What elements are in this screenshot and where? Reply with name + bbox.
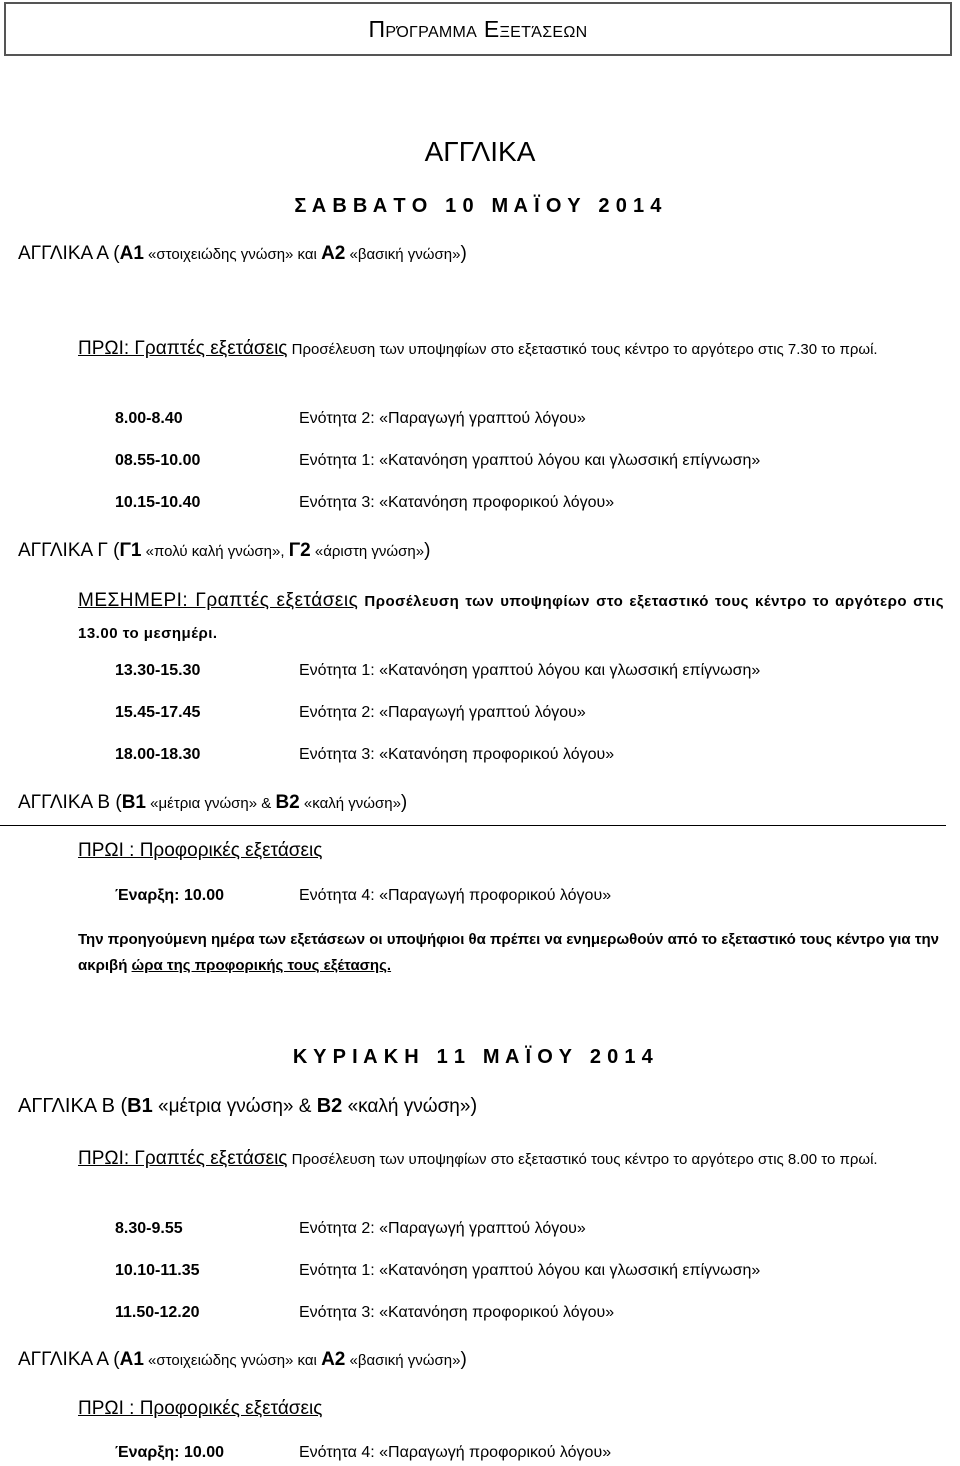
level-heading-b-sunday: ΑΓΓΛΙΚΑ Β (Β1 «μέτρια γνώση» & Β2 «καλή γνώση») (18, 1095, 478, 1117)
schedule-row: 8.00-8.40 Ενότητα 2: «Παραγωγή γραπτού λόγου» (115, 410, 586, 427)
schedule-row: Έναρξη: 10.00 Ενότητα 4: «Παραγωγή προφορικού λόγου» (115, 1444, 612, 1461)
level-heading-a-saturday: ΑΓΓΛΙΚΑ Α (Α1 «στοιχειώδης γνώση» και Α2 «βασική γνώση») (18, 243, 467, 264)
level-heading-a-sunday: ΑΓΓΛΙΚΑ Α (Α1 «στοιχειώδης γνώση» και Α2 «βασική γνώση») (18, 1349, 467, 1370)
document-title: Πρόγραμμα Εξετάσεων (4, 2, 952, 56)
day-header-saturday: Σ Α Β Β Α Τ Ο 1 0 Μ Α Ϊ Ο Υ 2 0 1 4 (294, 195, 662, 217)
divider (0, 825, 946, 826)
schedule-row: 11.50-12.20 Ενότητα 3: «Κατανόηση προφορικού λόγου» (115, 1304, 615, 1321)
schedule-row: 10.15-10.40 Ενότητα 3: «Κατανόηση προφορικού λόγου» (115, 494, 615, 511)
schedule-row: 10.10-11.35 Ενότητα 1: «Κατανόηση γραπτού λόγου και γλωσσική επίγνωση» (115, 1262, 761, 1279)
day-header-sunday: Κ Υ Ρ Ι Α Κ Η 1 1 Μ Α Ϊ Ο Υ 2 0 1 4 (292, 1046, 654, 1068)
schedule-row: 18.00-18.30 Ενότητα 3: «Κατανόηση προφορικού λόγου» (115, 746, 615, 763)
session-intro-b-sunday: ΠΡΩΙ: Γραπτές εξετάσεις Προσέλευση των υποψηφίων στο εξεταστικό τους κέντρο το αργότερο στις 8.00 το πρωί. (78, 1148, 878, 1169)
schedule-row: Έναρξη: 10.00 Ενότητα 4: «Παραγωγή προφορικού λόγου» (115, 887, 612, 904)
session-intro-c-saturday: ΜΕΣΗΜΕΡΙ: Γραπτές εξετάσεις Προσέλευση των υποψηφίων στο εξεταστικό τους κέντρο το αργότερο στις 13.00 το μεσημέρι. (78, 590, 945, 642)
level-heading-b-saturday: ΑΓΓΛΙΚΑ Β (Β1 «μέτρια γνώση» & Β2 «καλή γνώση») (18, 792, 408, 813)
level-heading-c-saturday: ΑΓΓΛΙΚΑ Γ (Γ1 «πολύ καλή γνώση», Γ2 «άριστη γνώση») (18, 540, 431, 561)
schedule-row: 08.55-10.00 Ενότητα 1: «Κατανόηση γραπτού λόγου και γλωσσική επίγνωση» (115, 452, 761, 469)
subject-heading: ΑΓΓΛΙΚΑ (424, 136, 536, 167)
oral-exam-note: Την προηγούμενη ημέρα των εξετάσεων οι υποψήφιοι θα πρέπει να ενημερωθούν από το εξεταστικό τους κέντρο για την ακριβή ώρα της προφορικής τους εξέτασης. (78, 931, 940, 974)
session-label-b-saturday: ΠΡΩΙ : Προφορικές εξετάσεις (78, 840, 323, 861)
schedule-row: 15.45-17.45 Ενότητα 2: «Παραγωγή γραπτού λόγου» (115, 704, 586, 721)
schedule-row: 13.30-15.30 Ενότητα 1: «Κατανόηση γραπτού λόγου και γλωσσική επίγνωση» (115, 662, 761, 679)
session-label-a-sunday: ΠΡΩΙ : Προφορικές εξετάσεις (78, 1398, 323, 1419)
schedule-row: 8.30-9.55 Ενότητα 2: «Παραγωγή γραπτού λόγου» (115, 1220, 586, 1237)
session-intro-a-saturday: ΠΡΩΙ: Γραπτές εξετάσεις Προσέλευση των υποψηφίων στο εξεταστικό τους κέντρο το αργότερο στις 7.30 το πρωί. (78, 338, 878, 359)
